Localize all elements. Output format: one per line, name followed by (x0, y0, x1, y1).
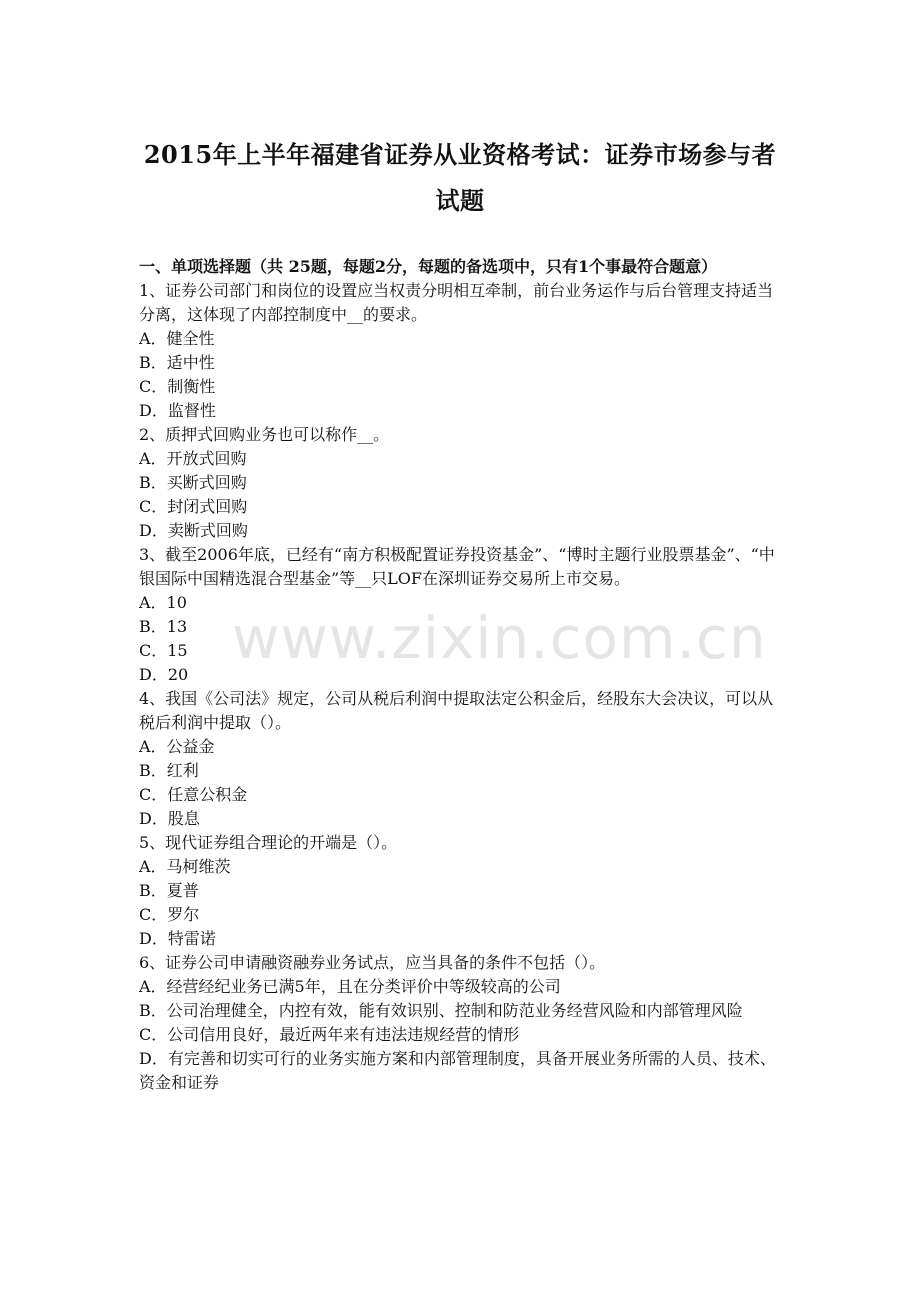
option-b: B．13 (139, 617, 188, 636)
option-d: D．特雷诺 (139, 929, 216, 948)
option-d: D．监督性 (139, 401, 216, 420)
title-line-2: 试题 (435, 186, 485, 215)
option-b: B．夏普 (139, 881, 199, 900)
question-6 (139, 951, 784, 1095)
option-d: D．20 (139, 665, 189, 684)
question-5 (139, 831, 784, 951)
question-1 (139, 279, 784, 423)
question-2 (139, 423, 784, 543)
option-a: A．开放式回购 (139, 449, 247, 468)
option-c: C．任意公积金 (139, 785, 248, 804)
question-stem: 3、截至2006年底，已经有“南方积极配置证券投资基金”、“博时主题行业股票基金”、“中银国际中国精选混合型基金”等__只LOF在深圳证券交易所上市交易。 (139, 545, 775, 588)
option-b: B．买断式回购 (139, 473, 247, 492)
option-c: C．制衡性 (139, 377, 216, 396)
option-a: A．公益金 (139, 737, 215, 756)
document-body (139, 255, 784, 1095)
option-a: A．10 (139, 593, 187, 612)
option-c: C．封闭式回购 (139, 497, 248, 516)
option-c: C．罗尔 (139, 905, 200, 924)
question-stem: 6、证券公司申请融资融券业务试点，应当具备的条件不包括（）。 (139, 953, 606, 972)
watermark: www.zixin.com.cn (232, 604, 767, 672)
option-a: A．经营经纪业务已满5年，且在分类评价中等级较高的公司 (139, 977, 561, 996)
option-d: D．股息 (139, 809, 200, 828)
option-b: B．适中性 (139, 353, 215, 372)
option-c: C．15 (139, 641, 188, 660)
question-stem: 1、证券公司部门和岗位的设置应当权责分明相互牵制，前台业务运作与后台管理支持适当分离，这体现了内部控制度中__的要求。 (139, 281, 774, 324)
option-a: A．马柯维茨 (139, 857, 231, 876)
question-stem: 5、现代证券组合理论的开端是（）。 (139, 833, 398, 852)
document-title (130, 132, 790, 224)
question-3 (139, 543, 784, 687)
question-stem: 4、我国《公司法》规定，公司从税后利润中提取法定公积金后，经股东大会决议，可以从税后利润中提取（）。 (139, 689, 774, 732)
option-d: D．有完善和切实可行的业务实施方案和内部管理制度，具备开展业务所需的人员、技术、资金和证券 (139, 1049, 776, 1092)
title-line-1: 2015年上半年福建省证券从业资格考试：证券市场参与者 (143, 140, 777, 169)
option-b: B．红利 (139, 761, 199, 780)
section-heading: 一、单项选择题（共 25题，每题2分，每题的备选项中，只有1个事最符合题意） (139, 257, 718, 276)
option-c: C．公司信用良好，最近两年来有违法违规经营的情形 (139, 1025, 520, 1044)
option-b: B．公司治理健全，内控有效，能有效识别、控制和防范业务经营风险和内部管理风险 (139, 1001, 743, 1020)
question-4 (139, 687, 784, 831)
option-d: D．卖断式回购 (139, 521, 248, 540)
option-a: A．健全性 (139, 329, 215, 348)
question-stem: 2、质押式回购业务也可以称作__。 (139, 425, 390, 444)
